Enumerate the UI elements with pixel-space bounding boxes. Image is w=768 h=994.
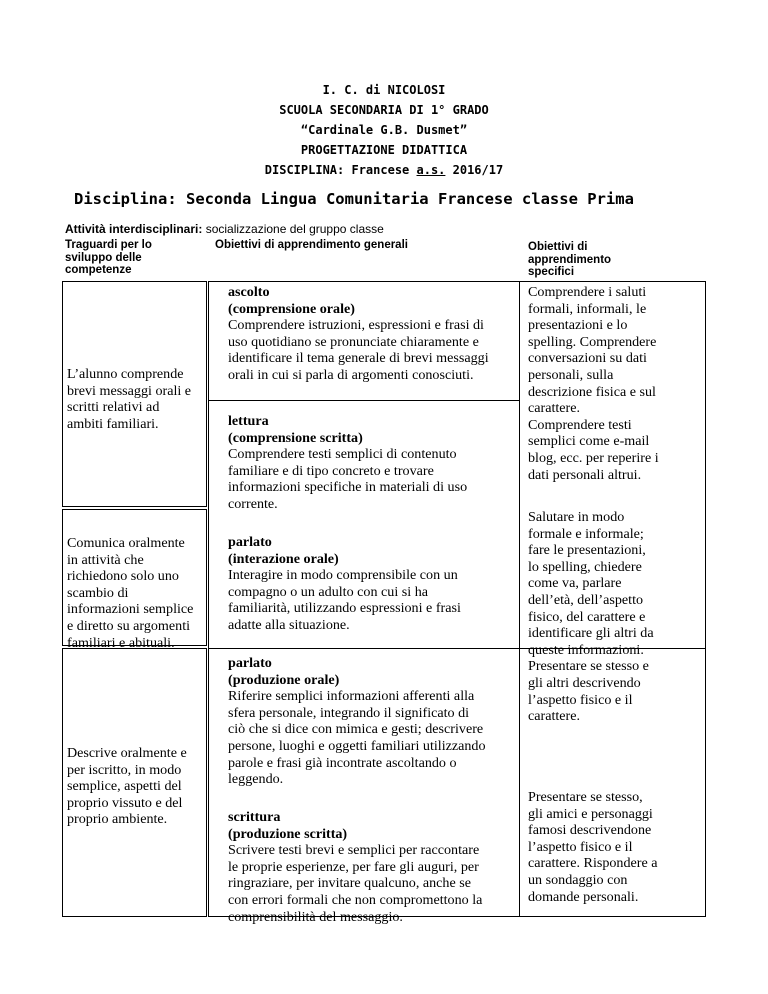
document-header xyxy=(0,80,768,180)
section-subtitle: (produzione scritta) xyxy=(228,825,348,842)
section-subtitle: (comprensione scritta) xyxy=(228,429,363,446)
col2-divider-2 xyxy=(208,648,520,649)
traguardo-2: Comunica oralmente in attività che richiedono solo uno scambio di informazioni semplice e diretto su argomenti familiari e abituali. xyxy=(67,535,194,651)
section-subtitle: (comprensione orale) xyxy=(228,300,355,317)
school-year-abbr: a.s. xyxy=(416,163,446,177)
document-type: PROGETTAZIONE DIDATTICA xyxy=(300,143,468,157)
col3-top-border xyxy=(519,281,706,282)
section-subtitle: (interazione orale) xyxy=(228,550,339,567)
obiettivo-specifico-3: Presentare se stesso, gli amici e personaggi famosi descrivendone l’aspetto fisico e il carattere. Rispondere a un sondaggio con domande personali. xyxy=(528,789,658,905)
traguardo-3: Descrive oralmente e per iscritto, in modo semplice, aspetti del proprio vissuto e del proprio ambiente. xyxy=(67,745,187,828)
section-title: parlato xyxy=(228,534,272,550)
col2-divider-1 xyxy=(208,400,520,401)
traguardo-1: L’alunno comprende brevi messaggi orali e scritti relativi ad ambiti familiari. xyxy=(67,366,192,432)
school-name: I. C. di NICOLOSI xyxy=(322,83,446,97)
activities-label: Attività interdisciplinari: xyxy=(65,222,203,236)
school-year: 2016/17 xyxy=(445,163,504,177)
school-dedication: “Cardinale G.B. Dusmet” xyxy=(300,123,468,137)
section-subtitle: (produzione orale) xyxy=(228,671,340,688)
obiettivo-specifico-2: Salutare in modo formale e informale; fare le presentazioni, lo spelling, chiedere come va, parlare dell’età, dell’aspetto fisico, del carattere e identificare gli altri da queste informazioni. Presentare se stesso e gli altri descrivendo l’aspetto fisico e il carattere. xyxy=(528,509,654,725)
section-title: lettura xyxy=(228,413,269,429)
obiettivo-lettura: lettura (comprensione scritta) Comprendere testi semplici di contenuto familiare e di tipo concreto e trovare informazioni specifiche in materiali di uso corrente. xyxy=(228,413,468,512)
obiettivo-specifico-1: Comprendere i saluti formali, informali, le presentazioni e lo spelling. Comprendere conversazioni su dati personali, sulla descrizione fisica e sul carattere. Comprendere testi semplici come e-mail blog, ecc. per reperire i dati personali altrui. xyxy=(528,284,659,483)
col2-right-border xyxy=(519,281,520,917)
obiettivo-scrittura: scrittura (produzione scritta) Scrivere testi brevi e semplici per raccontare le proprie esperienze, per fare gli auguri, per ringraziare, per invitare qualcuno, anche se con errori formali che non compromettono la comprensibilità del messaggio. xyxy=(228,809,483,925)
section-title: scrittura xyxy=(228,809,281,825)
col2-left-border xyxy=(208,281,209,917)
col3-bottom-border xyxy=(519,916,706,917)
discipline-line xyxy=(0,160,768,180)
section-title: ascolto xyxy=(228,284,270,300)
activities-line xyxy=(65,222,384,236)
obiettivo-parlato-interazione: parlato (interazione orale) Interagire in modo comprensibile con un compagno o un adulto con cui si ha familiarità, utilizzando espressioni e frasi adatte alla situazione. xyxy=(228,534,461,633)
section-title: parlato xyxy=(228,655,272,671)
page-title: Disciplina: Seconda Lingua Comunitaria Francese classe Prima xyxy=(74,190,634,208)
obiettivo-parlato-produzione: parlato (produzione orale) Riferire semplici informazioni afferenti alla sfera personale, integrando il significato di ciò che si dice con mimica e gesti; descrivere persone, luoghi e oggetti familiari utilizzando parole e frasi già incontrate ascoltando o leggendo. xyxy=(228,655,486,788)
obiettivo-ascolto: ascolto (comprensione orale) Comprendere istruzioni, espressioni e frasi di uso quotidiano se pronunciate chiaramente e identificare il tema generale di brevi messaggi orali in cui si parla di argomenti conosciuti. xyxy=(228,284,489,383)
header-obiettivi-generali: Obiettivi di apprendimento generali xyxy=(215,239,408,251)
col2-top-border xyxy=(208,281,520,282)
header-obiettivi-specifici: Obiettivi di apprendimento specifici xyxy=(528,241,612,278)
discipline-label: DISCIPLINA: Francese xyxy=(264,163,417,177)
activities-text: socializzazione del gruppo classe xyxy=(202,222,384,236)
school-level: SCUOLA SECONDARIA DI 1° GRADO xyxy=(279,103,489,117)
header-traguardi: Traguardi per lo sviluppo delle competenze xyxy=(65,239,152,276)
